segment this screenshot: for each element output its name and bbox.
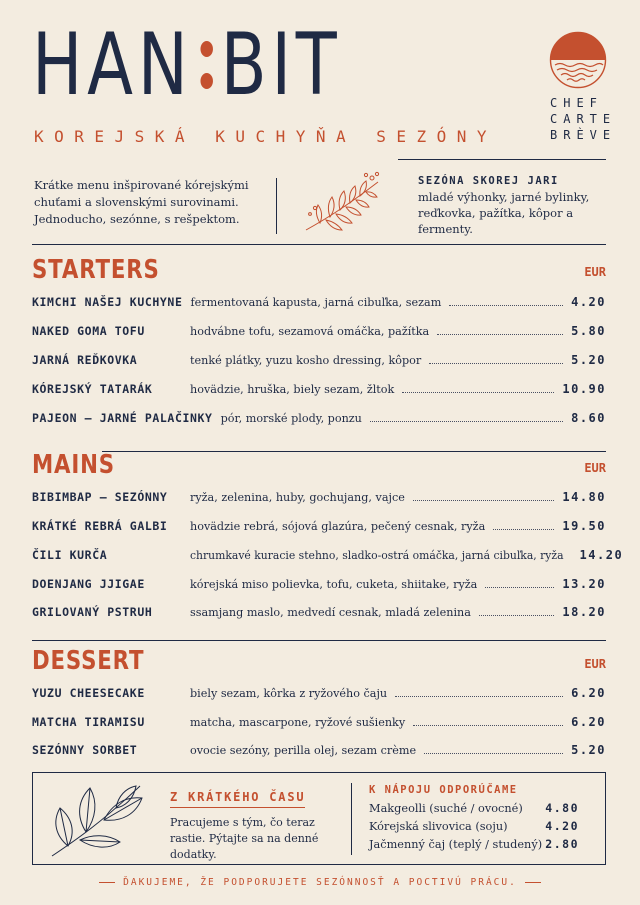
currency-label: EUR [584, 265, 606, 279]
item-name: YUZU CHEESECAKE [32, 686, 145, 700]
leader-dots [413, 500, 554, 501]
item-price: 13.20 [562, 577, 606, 591]
item-price: 6.20 [571, 715, 606, 729]
item-name: KIMCHI NAŠEJ KUCHYNE [32, 295, 183, 309]
section-title-starters: STARTERS [32, 255, 160, 285]
item-name: DOENJANG JJIGAE [32, 577, 145, 591]
drink-item [369, 836, 579, 852]
item-name: BIBIMBAP – SEZÓNNY [32, 490, 168, 504]
brand-left: HAN [32, 15, 193, 115]
leaf-branch-icon [46, 778, 146, 862]
box-divider [351, 783, 352, 855]
section-title-mains: MAINS [32, 450, 115, 480]
section-rule [102, 451, 606, 452]
chef-line: BRÈVE [550, 128, 617, 142]
limited-title: Z KRÁTKÉHO ČASU [170, 790, 305, 808]
header-divider [398, 159, 606, 160]
item-desc: hodvábne tofu, sezamová omáčka, pažítka [190, 324, 430, 338]
menu-item [32, 517, 606, 535]
herb-sprig-icon [300, 168, 382, 238]
item-price: 10.90 [562, 382, 606, 396]
item-desc: biely sezam, kôrka z ryžového čaju [190, 686, 388, 700]
leader-dots [493, 529, 554, 530]
section-title-dessert: DESSERT [32, 646, 145, 676]
item-price: 5.80 [571, 324, 606, 338]
leader-dots [479, 615, 554, 616]
item-price: 5.20 [571, 743, 606, 757]
menu-item [32, 575, 606, 593]
menu-item [32, 603, 606, 621]
item-price: 6.20 [571, 686, 606, 700]
drinks-title: K NÁPOJU ODPORÚČAME [369, 784, 518, 796]
drink-item [369, 800, 579, 816]
drink-price: 4.20 [545, 819, 579, 833]
item-name: JARNÁ REĎKOVKA [32, 353, 138, 367]
intro-text: Krátke menu inšpirované kórejskými chuťami a slovenskými surovinami. Jednoducho, sezónne, s rešpektom. [34, 178, 249, 226]
currency-label: EUR [584, 461, 606, 475]
item-desc: chrumkavé kuracie stehno, sladko-ostrá omáčka, jarná cibuľka, ryža [190, 548, 564, 562]
item-desc: pór, morské plody, ponzu [220, 411, 362, 425]
drink-price: 2.80 [545, 837, 579, 851]
intro-bottom-divider [32, 244, 606, 245]
chef-line: CHEF [550, 96, 603, 110]
menu-item [32, 380, 606, 398]
leader-dots [449, 305, 563, 306]
leader-dots [429, 363, 563, 364]
item-price: 8.60 [571, 411, 606, 425]
leader-dots [485, 587, 554, 588]
item-name: NAKED GOMA TOFU [32, 324, 145, 338]
sun-waves-logo-icon [549, 31, 607, 89]
season-text: mladé výhonky, jarné bylinky, reďkovka, pažítka, kôpor a fermenty. [418, 190, 590, 236]
chef-line: CARTE [550, 112, 617, 126]
item-desc: ovocie sezóny, perilla olej, sezam crème [190, 743, 417, 757]
footer-dash [525, 882, 541, 883]
intro-divider [276, 178, 277, 234]
leader-dots [424, 753, 563, 754]
item-desc: matcha, mascarpone, ryžové sušienky [190, 715, 406, 729]
brand-right: BIT [220, 15, 342, 115]
item-price: 18.20 [562, 605, 606, 619]
item-price: 14.20 [579, 548, 624, 562]
item-desc: ryža, zelenina, huby, gochujang, vajce [190, 490, 405, 504]
footer-text: ĎAKUJEME, ŽE PODPORUJETE SEZÓNNOSŤ A POCTIVÚ PRÁCU. [123, 877, 517, 888]
item-name: KÓREJSKÝ TATARÁK [32, 382, 153, 396]
menu-item [32, 488, 606, 506]
item-name: ČILI KURČA [32, 548, 108, 562]
drink-price: 4.80 [545, 801, 579, 815]
limited-text: Pracujeme s tým, čo teraz rastie. Pýtajte sa na denné dodatky. [170, 816, 319, 861]
item-price: 14.80 [562, 490, 606, 504]
item-desc: fermentovaná kapusta, jarná cibuľka, sezam [190, 295, 442, 309]
item-name: PAJEON – JARNÉ PALAČINKY [32, 411, 213, 425]
item-price: 19.50 [562, 519, 606, 533]
item-desc: hovädzie, hruška, biely sezam, žltok [190, 382, 395, 396]
leader-dots [395, 696, 563, 697]
item-name: SEZÓNNY SORBET [32, 743, 138, 757]
section-rule [32, 640, 606, 641]
footer [0, 877, 640, 888]
menu-item [32, 351, 606, 369]
leader-dots [370, 421, 563, 422]
item-name: MATCHA TIRAMISU [32, 715, 145, 729]
currency-label: EUR [584, 657, 606, 671]
item-price: 4.20 [571, 295, 606, 309]
brand-title [32, 15, 342, 115]
brand-colon-dots [200, 41, 212, 89]
drink-name: Makgeolli (suché / ovocné) [369, 801, 523, 815]
season-title: SEZÓNA SKOREJ JARI [418, 175, 559, 187]
subtitle: KOREJSKÁ KUCHYŇA SEZÓNY [34, 127, 498, 146]
menu-item [32, 684, 606, 702]
item-price: 5.20 [571, 353, 606, 367]
leader-dots [413, 725, 563, 726]
item-desc: ssamjang maslo, medvedí cesnak, mladá zelenina [190, 605, 471, 619]
menu-item [32, 322, 606, 340]
menu-item [32, 713, 606, 731]
menu-item [32, 546, 624, 564]
drink-name: Jačmenný čaj (teplý / studený) [369, 837, 543, 851]
item-desc: hovädzie rebrá, sójová glazúra, pečený cesnak, ryža [190, 519, 486, 533]
chef-carte-breve [550, 95, 617, 143]
footer-dash [99, 882, 115, 883]
menu-item [32, 409, 606, 427]
item-name: KRÁTKÉ REBRÁ GALBI [32, 519, 168, 533]
drink-item [369, 818, 579, 834]
leader-dots [402, 392, 554, 393]
menu-item [32, 741, 606, 759]
menu-item [32, 293, 606, 311]
item-desc: kórejská miso polievka, tofu, cuketa, shiitake, ryža [190, 577, 478, 591]
leader-dots [437, 334, 563, 335]
item-desc: tenké plátky, yuzu kosho dressing, kôpor [190, 353, 422, 367]
drink-name: Kórejská slivovica (soju) [369, 819, 508, 833]
item-name: GRILOVANÝ PSTRUH [32, 605, 153, 619]
